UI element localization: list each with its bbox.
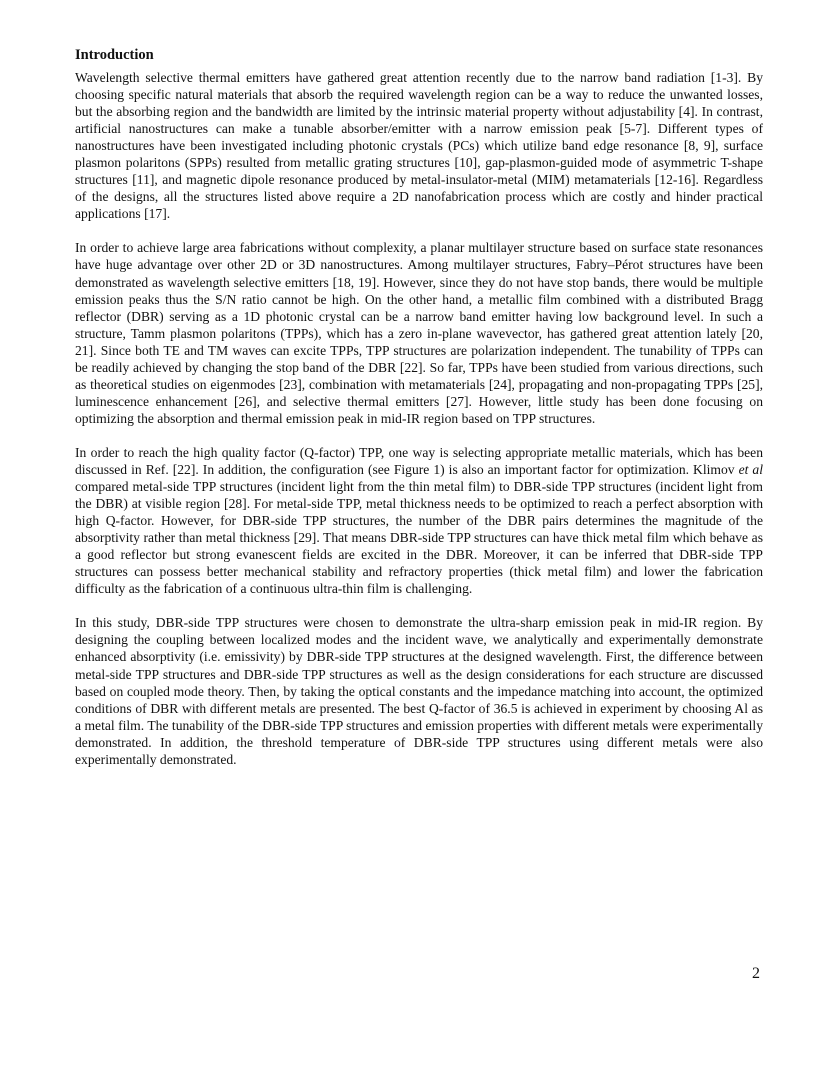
paragraph-1: Wavelength selective thermal emitters have gathered great attention recently due to the narrow band radiation [1-3]. By choosing specific natural materials that absorb the required wavelength region can be a way to reduce the unwanted losses, but the absorbing region and the bandwidth are limited by the intrinsic material property without adjustability [4]. In contrast, artificial nanostructures can make a tunable absorber/emitter with a narrow emission peak [5-7]. Different types of nanostructures have been investigated including photonic crystals (PCs) which utilize band edge resonance [8, 9], surface plasmon polaritons (SPPs) resulted from metallic grating structures [10], gap-plasmon-guided mode of asymmetric T-shape structures [11], and magnetic dipole resonance produced by metal-insulator-metal (MIM) metamaterials [12-16]. Regardless of the designs, all the structures listed above require a 2D nanofabrication process which are costly and hinder practical applications [17]. xyxy=(75,70,763,222)
paragraph-3-italic: et al xyxy=(738,461,763,477)
page-body xyxy=(75,47,763,785)
section-heading: Introduction xyxy=(75,47,154,63)
paragraph-3-text-b: compared metal-side TPP structures (incident light from the thin metal film) to DBR-side TPP structures (incident light from the DBR) at visible region [28]. For metal-side TPP, metal thickness needs to be optimized to reach a perfect absorption with high Q-factor. However, for DBR-side TPP structures, the number of the DBR pairs determines the magnitude of the absorptivity rather than metal thickness [29]. That means DBR-side TPP structures can have thick metal film which behave as a good reflector but strong evanescent fields are excited in the DBR. Moreover, it can be inferred that DBR-side TPP structures can possess better mechanical stability and refractory properties (thick metal film) and lower the fabrication difficulty as the fabrication of a continuous ultra-thin film is challenging. xyxy=(75,479,763,597)
paragraph-3-text-a: In order to reach the high quality factor (Q-factor) TPP, one way is selecting appropriate metallic materials, which has been discussed in Ref. [22]. In addition, the configuration (see Figure 1) is also an important factor for optimization. Klimov xyxy=(75,444,763,477)
paragraph-4: In this study, DBR-side TPP structures were chosen to demonstrate the ultra-sharp emission peak in mid-IR region. By designing the coupling between localized modes and the incident wave, we analytically and experimentally demonstrate enhanced absorptivity (i.e. emissivity) by DBR-side TPP structures at the designed wavelength. First, the difference between metal-side TPP structures and DBR-side TPP structures as well as the design considerations for each structure are discussed based on coupled mode theory. Then, by taking the optical constants and the impedance matching into account, the optimized conditions of DBR with different metals are presented. The best Q-factor of 36.5 is achieved in experiment by choosing Al as a metal film. The tunability of the DBR-side TPP structures and emission properties with different metals were experimentally demonstrated. In addition, the threshold temperature of DBR-side TPP structures using different metals were also experimentally demonstrated. xyxy=(75,615,763,767)
paragraph-3 xyxy=(75,444,763,597)
page-number: 2 xyxy=(752,965,760,982)
paragraph-2: In order to achieve large area fabrications without complexity, a planar multilayer structure based on surface state resonances have huge advantage over other 2D or 3D nanostructures. Among multilayer structures, Fabry–Pérot structures have been demonstrated as wavelength selective emitters [18, 19]. However, since they do not have stop bands, there would be multiple emission peaks thus the S/N ratio cannot be high. On the other hand, a metallic film combined with a distributed Bragg reflector (DBR) serving as a 1D photonic crystal can be a narrow band emitter having low background level. In such a structure, Tamm plasmon polaritons (TPPs), which has a zero in-plane wavevector, has gathered great attention lately [20, 21]. Since both TE and TM waves can excite TPPs, TPP structures are polarization independent. The tunability of TPPs can be readily achieved by changing the stop band of the DBR [22]. So far, TPPs have been studied from various directions, such as theoretical studies on eigenmodes [23], combination with metamaterials [24], propagating and non-propagating TPPs [25], luminescence enhancement [26], and selective thermal emitters [27]. However, little study has been done focusing on optimizing the absorption and thermal emission peak in mid-IR region based on TPP structures. xyxy=(75,240,763,426)
